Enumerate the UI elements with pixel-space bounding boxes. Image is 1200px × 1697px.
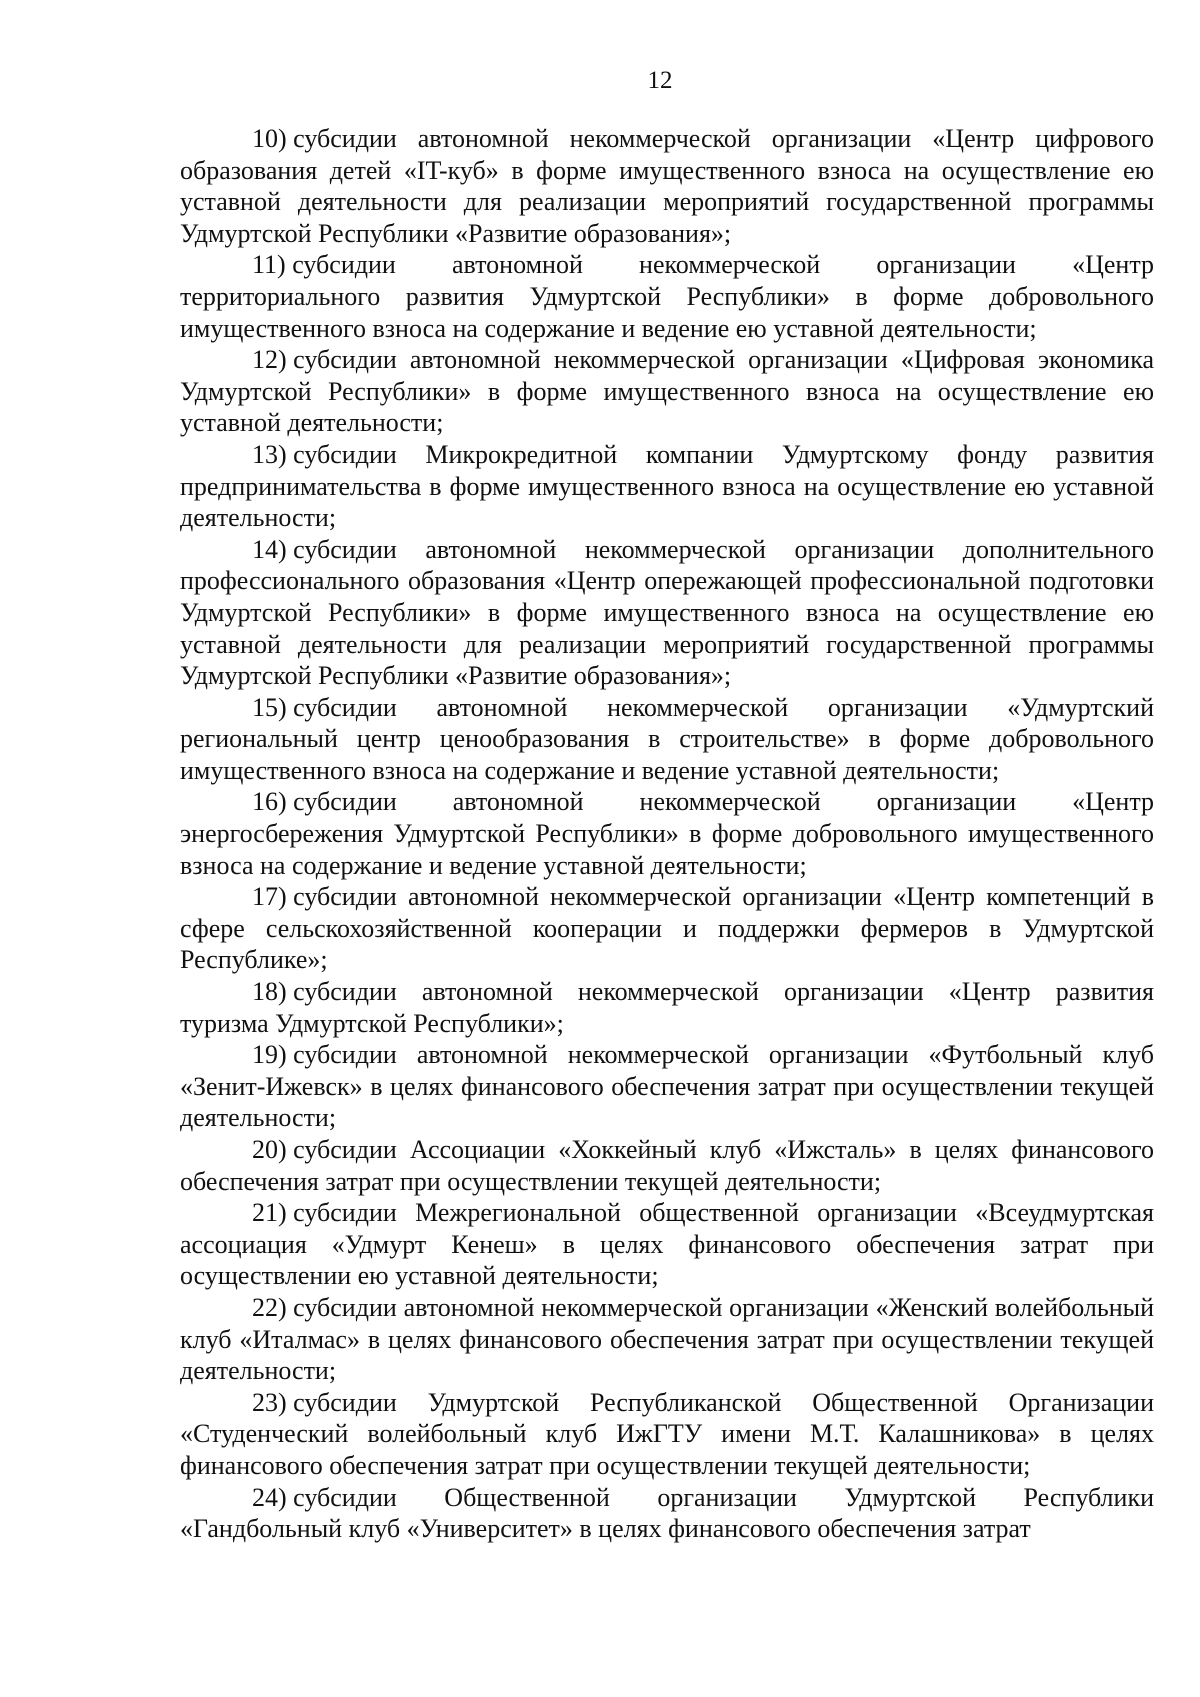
item-text: субсидии автономной некоммерческой организации «Центр цифрового образования детей «IT-куб» в форме имущественного взноса на осуществление ею уставной деятельности для реализации мероприятий государственной программы Удмуртской Республики «Развитие образования»; bbox=[180, 124, 1154, 248]
item-number: 18) bbox=[252, 977, 287, 1007]
item-number: 12) bbox=[252, 345, 287, 375]
list-item bbox=[180, 1387, 1154, 1482]
item-number: 16) bbox=[252, 787, 287, 817]
item-number: 15) bbox=[252, 692, 287, 722]
item-text: субсидии автономной некоммерческой организации «Удмуртский региональный центр ценообразования в строительстве» в форме добровольного имущественного взноса на содержание и ведение уставной деятельности; bbox=[180, 692, 1154, 785]
list-item bbox=[180, 786, 1154, 881]
item-number: 22) bbox=[252, 1292, 287, 1322]
item-text: субсидии автономной некоммерческой организации «Центр компетенций в сфере сельскохозяйственной кооперации и поддержки фермеров в Удмуртской Республике»; bbox=[180, 882, 1154, 975]
page-number: 12 bbox=[647, 67, 673, 94]
list-item bbox=[180, 123, 1154, 249]
list-item bbox=[180, 1482, 1154, 1545]
item-text: субсидии Общественной организации Удмуртской Республики «Гандбольный клуб «Университет» в целях финансового обеспечения затрат bbox=[180, 1482, 1154, 1544]
list-item bbox=[180, 1197, 1154, 1292]
item-text: субсидии автономной некоммерческой организации «Центр развития туризма Удмуртской Республики»; bbox=[180, 977, 1154, 1038]
item-text: субсидии автономной некоммерческой организации «Цифровая экономика Удмуртской Республики» в форме имущественного взноса на осуществление ею уставной деятельности; bbox=[180, 345, 1154, 438]
item-text: субсидии Ассоциации «Хоккейный клуб «Ижсталь» в целях финансового обеспечения затрат при осуществлении текущей деятельности; bbox=[180, 1135, 1154, 1196]
item-text: субсидии автономной некоммерческой организации «Футбольный клуб «Зенит-Ижевск» в целях финансового обеспечения затрат при осуществлении текущей деятельности; bbox=[180, 1040, 1154, 1133]
list-item bbox=[180, 249, 1154, 344]
item-text: субсидии автономной некоммерческой организации «Центр территориального развития Удмуртской Республики» в форме добровольного имущественного взноса на содержание и ведение ею уставной деятельности; bbox=[180, 250, 1154, 343]
list-item bbox=[180, 439, 1154, 534]
item-number: 21) bbox=[252, 1198, 287, 1228]
item-number: 17) bbox=[252, 882, 287, 912]
list-item bbox=[180, 976, 1154, 1039]
item-text: субсидии автономной некоммерческой организации «Центр энергосбережения Удмуртской Республики» в форме добровольного имущественного взноса на содержание и ведение уставной деятельности; bbox=[180, 787, 1154, 880]
item-text: субсидии автономной некоммерческой организации «Женский волейбольный клуб «Италмас» в целях финансового обеспечения затрат при осуществлении текущей деятельности; bbox=[180, 1292, 1154, 1386]
item-text: субсидии Микрокредитной компании Удмуртскому фонду развития предпринимательства в форме имущественного взноса на осуществление ею уставной деятельности; bbox=[180, 439, 1154, 533]
item-text: субсидии Удмуртской Республиканской Общественной Организации «Студенческий волейбольный клуб ИжГТУ имени М.Т. Калашникова» в целях финансового обеспечения затрат при осуществлении текущей деятельности; bbox=[180, 1387, 1154, 1480]
item-number: 13) bbox=[252, 439, 287, 469]
item-number: 10) bbox=[252, 124, 287, 153]
item-number: 23) bbox=[252, 1387, 287, 1417]
item-number: 24) bbox=[252, 1482, 287, 1512]
item-text: субсидии автономной некоммерческой организации дополнительного профессионального образования «Центр опережающей профессиональной подготовки Удмуртской Республики» в форме имущественного взноса на осуществление ею уставной деятельности для реализации мероприятий государственной программы Удмуртской Республики «Развитие образования»; bbox=[180, 534, 1154, 691]
list-item bbox=[180, 534, 1154, 692]
list-item bbox=[180, 881, 1154, 976]
list-item bbox=[180, 1039, 1154, 1134]
document-body bbox=[180, 123, 1154, 1545]
item-number: 11) bbox=[252, 250, 286, 280]
item-number: 19) bbox=[252, 1040, 287, 1070]
list-item bbox=[180, 1292, 1154, 1387]
list-item bbox=[180, 692, 1154, 787]
list-item bbox=[180, 1134, 1154, 1197]
item-number: 20) bbox=[252, 1135, 287, 1164]
list-item bbox=[180, 344, 1154, 439]
item-number: 14) bbox=[252, 534, 287, 564]
item-text: субсидии Межрегиональной общественной организации «Всеудмуртская ассоциация «Удмурт Кенеш» в целях финансового обеспечения затрат при осуществлении ею уставной деятельности; bbox=[180, 1198, 1154, 1291]
